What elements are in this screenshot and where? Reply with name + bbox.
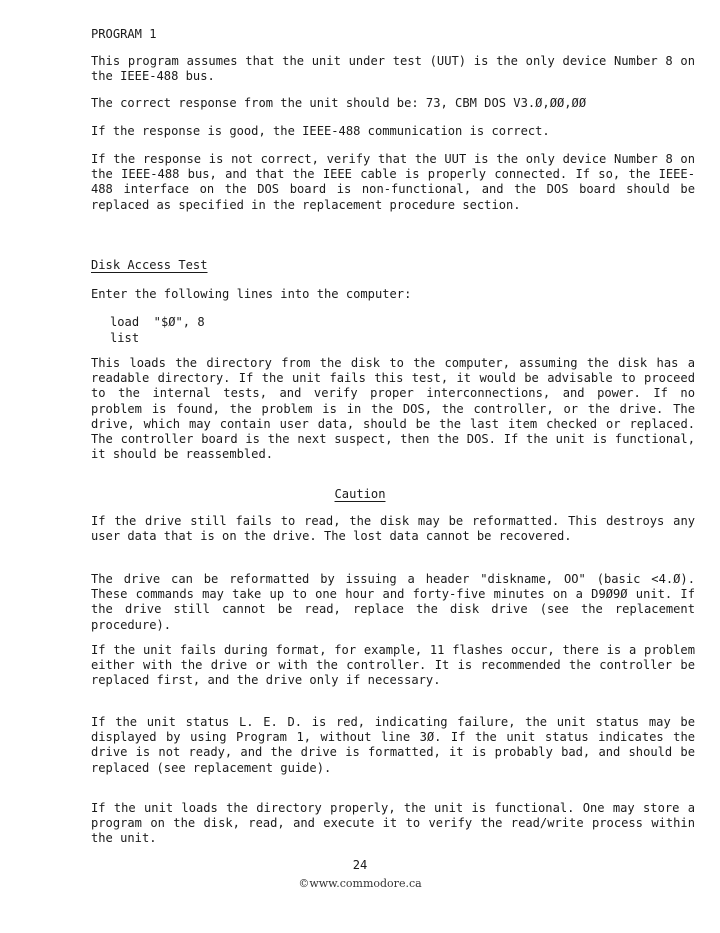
paragraph-reformat: The drive can be reformatted by issuing a header "diskname, OO" (basic <4.Ø). These commands may take up to one hour and forty-five minutes on a D9Ø9Ø unit. If the drive still cannot be read, replace the disk drive (see the replacement procedure). (91, 572, 695, 632)
enter-lines-instruction: Enter the following lines into the computer: (91, 287, 412, 301)
code-line-load: load "$Ø", 8 (110, 315, 205, 329)
disk-access-test-heading: Disk Access Test (91, 258, 208, 272)
paragraph-unit-status: If the unit status L. E. D. is red, indicating failure, the unit status may be displayed by using Program 1, without line 3Ø. If the unit status indicates the drive is not ready, and the drive is formatted, it is probably bad, and should be replaced (see replacement guide). (91, 715, 695, 775)
paragraph-caution: If the drive still fails to read, the disk may be reformatted. This destroys any user data that is on the drive. The lost data cannot be recovered. (91, 514, 695, 544)
paragraph-loads-properly: If the unit loads the directory properly, the unit is functional. One may store a program on the disk, read, and execute it to verify the read/write process within the unit. (91, 801, 695, 846)
paragraph-assumes: This program assumes that the unit under test (UUT) is the only device Number 8 on the IEEE-488 bus. (91, 54, 695, 84)
paragraph-response-not-correct: If the response is not correct, verify that the UUT is the only device Number 8 on the IEEE-488 bus, and that the IEEE cable is properly connected. If so, the IEEE-488 interface on the DOS board is non-functional, and the DOS board should be replaced as specified in the replacement procedure section. (91, 152, 695, 212)
page-number: 24 (352, 858, 368, 872)
caution-heading: Caution (334, 487, 386, 501)
paragraph-fails-during-format: If the unit fails during format, for example, 11 flashes occur, there is a problem either with the drive or with the controller. It is recommended the controller be replaced first, and the drive only if necessary. (91, 643, 695, 688)
footer-site: ©www.commodore.ca (298, 877, 422, 890)
paragraph-loads-directory: This loads the directory from the disk to the computer, assuming the disk has a readable directory. If the unit fails this test, it would be advisable to proceed to the internal tests, and verify proper interconnections, and power. If no problem is found, the problem is in the DOS, the controller, or the drive. The drive, which may contain user data, should be the last item checked or replaced. The controller board is the next suspect, then the DOS. If the unit is functional, it should be reassembled. (91, 356, 695, 462)
code-line-list: list (110, 331, 140, 345)
paragraph-correct-response: The correct response from the unit should be: 73, CBM DOS V3.Ø,ØØ,ØØ (91, 96, 587, 110)
program-heading: PROGRAM 1 (91, 27, 157, 41)
paragraph-response-good: If the response is good, the IEEE-488 communication is correct. (91, 124, 550, 138)
